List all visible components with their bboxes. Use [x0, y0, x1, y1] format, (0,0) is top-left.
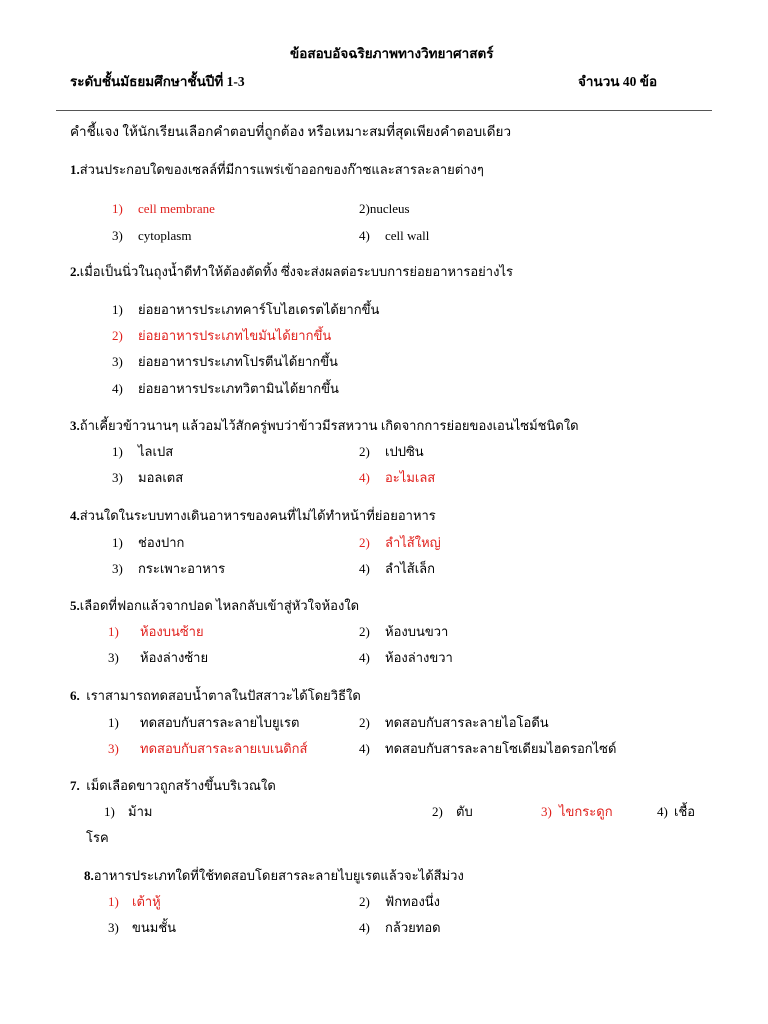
choice-number: 1) — [112, 201, 123, 216]
choice-text: ย่อยอาหารประเภทคาร์โบไฮเดรตได้ยากขึ้น — [138, 302, 380, 317]
question-4 — [70, 508, 436, 524]
choice-1[interactable] — [112, 201, 215, 217]
choice-text: ไลเปส — [138, 444, 174, 459]
choice-1[interactable] — [108, 715, 299, 731]
question-8 — [84, 868, 464, 884]
choice-3[interactable] — [112, 228, 191, 244]
question-6 — [70, 688, 361, 704]
choice-text: ลำไส้เล็ก — [385, 561, 436, 576]
choice-number: 1) — [112, 535, 123, 550]
question-text: ส่วนประกอบใดของเซลล์ที่มีการแพร่เข้าออกของก๊าซและสารละลายต่างๆ — [79, 162, 484, 177]
choice-number: 4) — [359, 228, 370, 243]
choice-3[interactable] — [112, 470, 183, 486]
choice-4[interactable] — [359, 470, 435, 486]
question-number: 1. — [70, 162, 80, 177]
header-divider — [56, 110, 712, 111]
choice-text: กล้วยทอด — [385, 920, 441, 935]
choice-number: 2) — [359, 535, 370, 550]
choice-text: ห้องล่างซ้าย — [140, 650, 209, 665]
grade-level: ระดับชั้นมัธยมศึกษาชั้นปีที่ 1-3 — [70, 74, 245, 89]
choice-3[interactable] — [112, 354, 338, 370]
choice-text: ลำไส้ใหญ่ — [385, 535, 441, 550]
choice-4[interactable] — [359, 228, 429, 244]
choice-2[interactable] — [359, 535, 441, 551]
choice-number: 3) — [108, 650, 119, 665]
choice-4-wrap: โรค — [86, 830, 109, 845]
choice-3[interactable] — [108, 741, 307, 757]
choice-3[interactable] — [541, 804, 613, 820]
choice-text: ฟักทองนึ่ง — [385, 894, 441, 909]
question-number: 7. — [70, 778, 80, 793]
question-1 — [70, 162, 484, 178]
question-7 — [70, 778, 276, 794]
choice-3[interactable] — [108, 650, 208, 666]
choice-number: 2) — [112, 328, 123, 343]
choice-number: 3) — [108, 741, 119, 756]
question-text: เมื่อเป็นนิ่วในถุงน้ำดีทำให้ต้องตัดทิ้ง ซึ่งจะส่งผลต่อระบบการย่อยอาหารอย่างไร — [79, 264, 513, 279]
choice-4[interactable] — [112, 381, 339, 397]
choice-number: 4) — [359, 741, 370, 756]
choice-1[interactable] — [108, 624, 204, 640]
choice-number: 4) — [112, 381, 123, 396]
choice-number: 2) — [359, 715, 370, 730]
choice-text: ขนมชั้น — [132, 920, 177, 935]
choice-3[interactable] — [108, 920, 176, 936]
page-title: ข้อสอบอัจฉริยภาพทางวิทยาศาสตร์ — [290, 46, 494, 61]
choice-number: 3) — [112, 561, 123, 576]
choice-number: 3) — [112, 470, 123, 485]
choice-text: ห้องล่างขวา — [385, 650, 453, 665]
question-number: 4. — [70, 508, 80, 523]
choice-text: มอลเตส — [138, 470, 184, 485]
choice-2[interactable] — [359, 624, 448, 640]
choice-text: ย่อยอาหารประเภทไขมันได้ยากขึ้น — [138, 328, 332, 343]
question-text: เราสามารถทดสอบน้ำตาลในปัสสาวะได้โดยวิธีใด — [86, 688, 361, 703]
choice-number: 3) — [112, 354, 123, 369]
choice-number: 1) — [108, 715, 119, 730]
choice-4[interactable] — [359, 561, 435, 577]
choice-number: 2) — [432, 804, 443, 819]
choice-text: เปปซิน — [385, 444, 424, 459]
choice-number: 3) — [108, 920, 119, 935]
choice-number: 4) — [359, 561, 370, 576]
choice-number: 2) — [359, 624, 370, 639]
choice-text: เต้าหู้ — [132, 894, 161, 909]
choice-number: 1) — [108, 624, 119, 639]
choice-1[interactable] — [108, 894, 161, 910]
choice-3[interactable] — [112, 561, 225, 577]
choice-number: 1) — [104, 804, 115, 819]
choice-2[interactable] — [359, 444, 424, 460]
choice-number: 1) — [112, 444, 123, 459]
choice-text: อะไมเลส — [385, 470, 436, 485]
choice-text: ทดสอบกับสารละลายไบยูเรต — [140, 715, 300, 730]
choice-2[interactable] — [112, 328, 331, 344]
choice-text: ห้องบนขวา — [385, 624, 449, 639]
choice-2[interactable] — [359, 201, 410, 217]
choice-4[interactable] — [657, 804, 695, 820]
choice-number: 4) — [359, 920, 370, 935]
question-text: เลือดที่ฟอกแล้วจากปอด ไหลกลับเข้าสู่หัวใจห้องใด — [79, 598, 360, 613]
choice-number: 1) — [112, 302, 123, 317]
choice-number: 2) — [359, 201, 370, 216]
choice-text: ไขกระดูก — [559, 804, 613, 819]
choice-text: ทดสอบกับสารละลายโซเดียมไฮดรอกไซด์ — [385, 741, 617, 756]
choice-text: ห้องบนซ้าย — [140, 624, 204, 639]
choice-text: ช่องปาก — [138, 535, 185, 550]
choice-text: nucleus — [369, 201, 410, 216]
choice-1[interactable] — [112, 302, 379, 318]
choice-text: ทดสอบกับสารละลายไอโอดีน — [385, 715, 549, 730]
question-number: 2. — [70, 264, 80, 279]
choice-2[interactable] — [359, 894, 440, 910]
choice-text: ตับ — [456, 804, 473, 819]
choice-1[interactable] — [112, 444, 173, 460]
choice-number: 4) — [359, 650, 370, 665]
question-number: 3. — [70, 418, 80, 433]
choice-1[interactable] — [112, 535, 184, 551]
choice-number: 3) — [112, 228, 123, 243]
question-number: 8. — [84, 868, 94, 883]
choice-4[interactable] — [359, 650, 453, 666]
question-text: อาหารประเภทใดที่ใช้ทดสอบโดยสารละลายไบยูเรตแล้วจะได้สีม่วง — [93, 868, 464, 883]
choice-text: ย่อยอาหารประเภทโปรตีนได้ยากขึ้น — [138, 354, 338, 369]
question-5 — [70, 598, 359, 614]
choice-text: เชื้อ — [674, 804, 696, 819]
choice-text: ม้าม — [128, 804, 153, 819]
choice-2[interactable] — [432, 804, 473, 820]
choice-number: 1) — [108, 894, 119, 909]
question-text: ถ้าเคี้ยวข้าวนานๆ แล้วอมไว้สักครู่พบว่าข้าวมีรสหวาน เกิดจากการย่อยของเอนไซม์ชนิดใด — [79, 418, 579, 433]
question-count: จำนวน 40 ข้อ — [578, 74, 658, 89]
choice-number: 4) — [657, 804, 668, 819]
instructions: คำชี้แจง ให้นักเรียนเลือกคำตอบที่ถูกต้อง หรือเหมาะสมที่สุดเพียงคำตอบเดียว — [70, 124, 512, 139]
choice-number: 4) — [359, 470, 370, 485]
choice-text: ย่อยอาหารประเภทวิตามินได้ยากขึ้น — [138, 381, 339, 396]
question-text: เม็ดเลือดขาวถูกสร้างขึ้นบริเวณใด — [86, 778, 276, 793]
choice-4[interactable] — [359, 741, 616, 757]
question-3 — [70, 418, 579, 434]
choice-text: กระเพาะอาหาร — [138, 561, 226, 576]
question-2 — [70, 264, 513, 280]
question-number: 5. — [70, 598, 80, 613]
choice-text: cell wall — [385, 228, 430, 243]
choice-1[interactable] — [104, 804, 152, 820]
question-number: 6. — [70, 688, 80, 703]
choice-2[interactable] — [359, 715, 549, 731]
choice-number: 2) — [359, 894, 370, 909]
choice-number: 3) — [541, 804, 552, 819]
choice-number: 2) — [359, 444, 370, 459]
choice-text: cell membrane — [138, 201, 215, 216]
choice-text: ทดสอบกับสารละลายเบเนดิกส์ — [140, 741, 308, 756]
choice-text: cytoplasm — [138, 228, 192, 243]
choice-4[interactable] — [359, 920, 441, 936]
question-text: ส่วนใดในระบบทางเดินอาหารของคนที่ไม่ได้ทำหน้าที่ย่อยอาหาร — [79, 508, 436, 523]
